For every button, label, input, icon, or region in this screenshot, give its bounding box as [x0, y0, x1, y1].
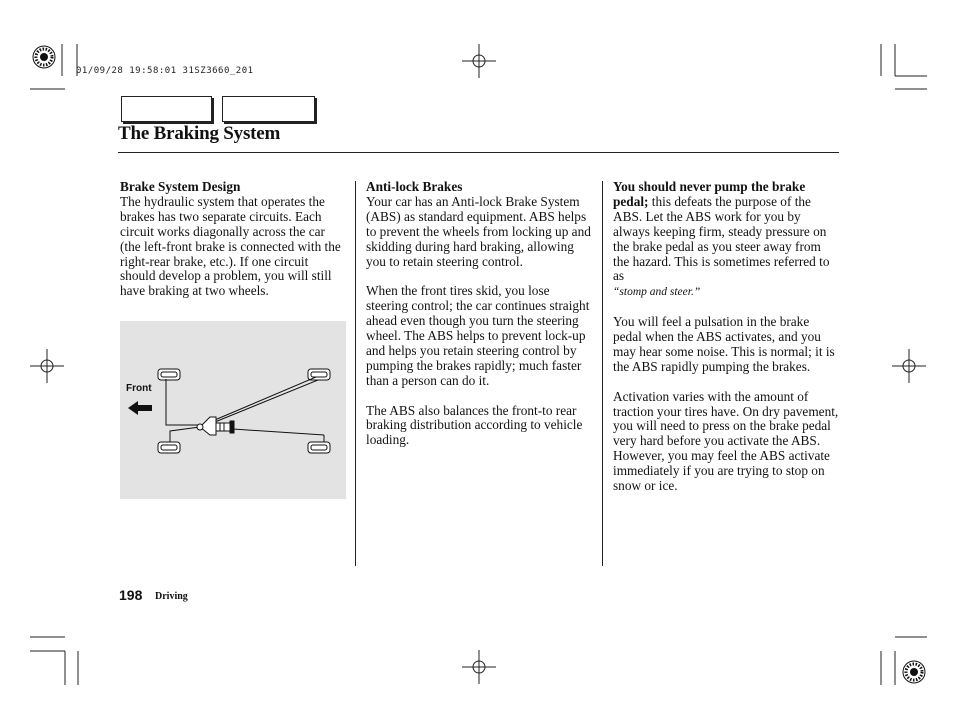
page-number: 198: [119, 587, 143, 603]
brake-lines-illustration: [120, 321, 346, 499]
front-arrow-icon: [128, 401, 152, 415]
section-heading: Brake System Design: [120, 179, 241, 194]
paragraph: The hydraulic system that operates the brakes has two separate circuits. Each circuit works diagonally across the car (the left-front brake is connected with the right-rear brake, etc.). If one circuit should develop a problem, you will still have braking at two wheels.: [120, 193, 341, 299]
page-title: The Braking System: [118, 123, 281, 144]
column-divider: [602, 181, 603, 566]
paragraph: You will feel a pulsation in the brake pedal when the ABS activates, and you may hear some noise. This is normal; it is the ABS rapidly pumping the brakes.: [613, 314, 835, 374]
paragraph: The ABS also balances the front-to rear braking distribution according to vehicle loading.: [366, 402, 583, 448]
paragraph: this defeats the purpose of the ABS. Let the ABS work for you by always keeping firm, steady pressure on the brake pedal as you steer away from the hazard. This is sometimes referred to as: [613, 193, 830, 284]
header-tab-box-right: [222, 96, 315, 122]
paragraph: Your car has an Anti-lock Brake System (ABS) as standard equipment. ABS helps to prevent the wheels from locking up and skidding during hard braking, allowing you to retain steering control.: [366, 193, 591, 269]
column-abs-usage: [613, 180, 839, 509]
brake-circuit-diagram: [120, 321, 346, 499]
title-divider: [118, 152, 839, 153]
column-anti-lock-brakes: [366, 180, 592, 463]
section-name: Driving: [155, 591, 188, 602]
paragraph: When the front tires skid, you lose steering control; the car continues straight ahead even though you turn the steering wheel. The ABS helps to prevent lock-up and helps you retain steering control by pumping the brakes rapidly; much faster than a person can do it.: [366, 283, 590, 388]
header-tab-box-left: [121, 96, 212, 122]
starburst-mark-top-left: [33, 46, 55, 68]
section-heading: Anti-lock Brakes: [366, 179, 463, 194]
warning-emphasis: You should never pump the brake pedal;: [613, 179, 806, 209]
starburst-mark-bottom-right: [903, 661, 925, 683]
front-label: Front: [126, 383, 152, 394]
column-divider: [355, 181, 356, 566]
print-timestamp: 01/09/28 19:58:01 31SZ3660_201: [76, 66, 254, 76]
quoted-phrase: “stomp and steer.”: [613, 286, 701, 299]
paragraph: Activation varies with the amount of traction your tires have. On dry pavement, you will need to press on the brake pedal very hard before you activate the ABS. However, you may feel the ABS activate immediately if you are trying to stop on snow or ice.: [613, 388, 839, 494]
column-brake-system-design: [120, 180, 346, 314]
